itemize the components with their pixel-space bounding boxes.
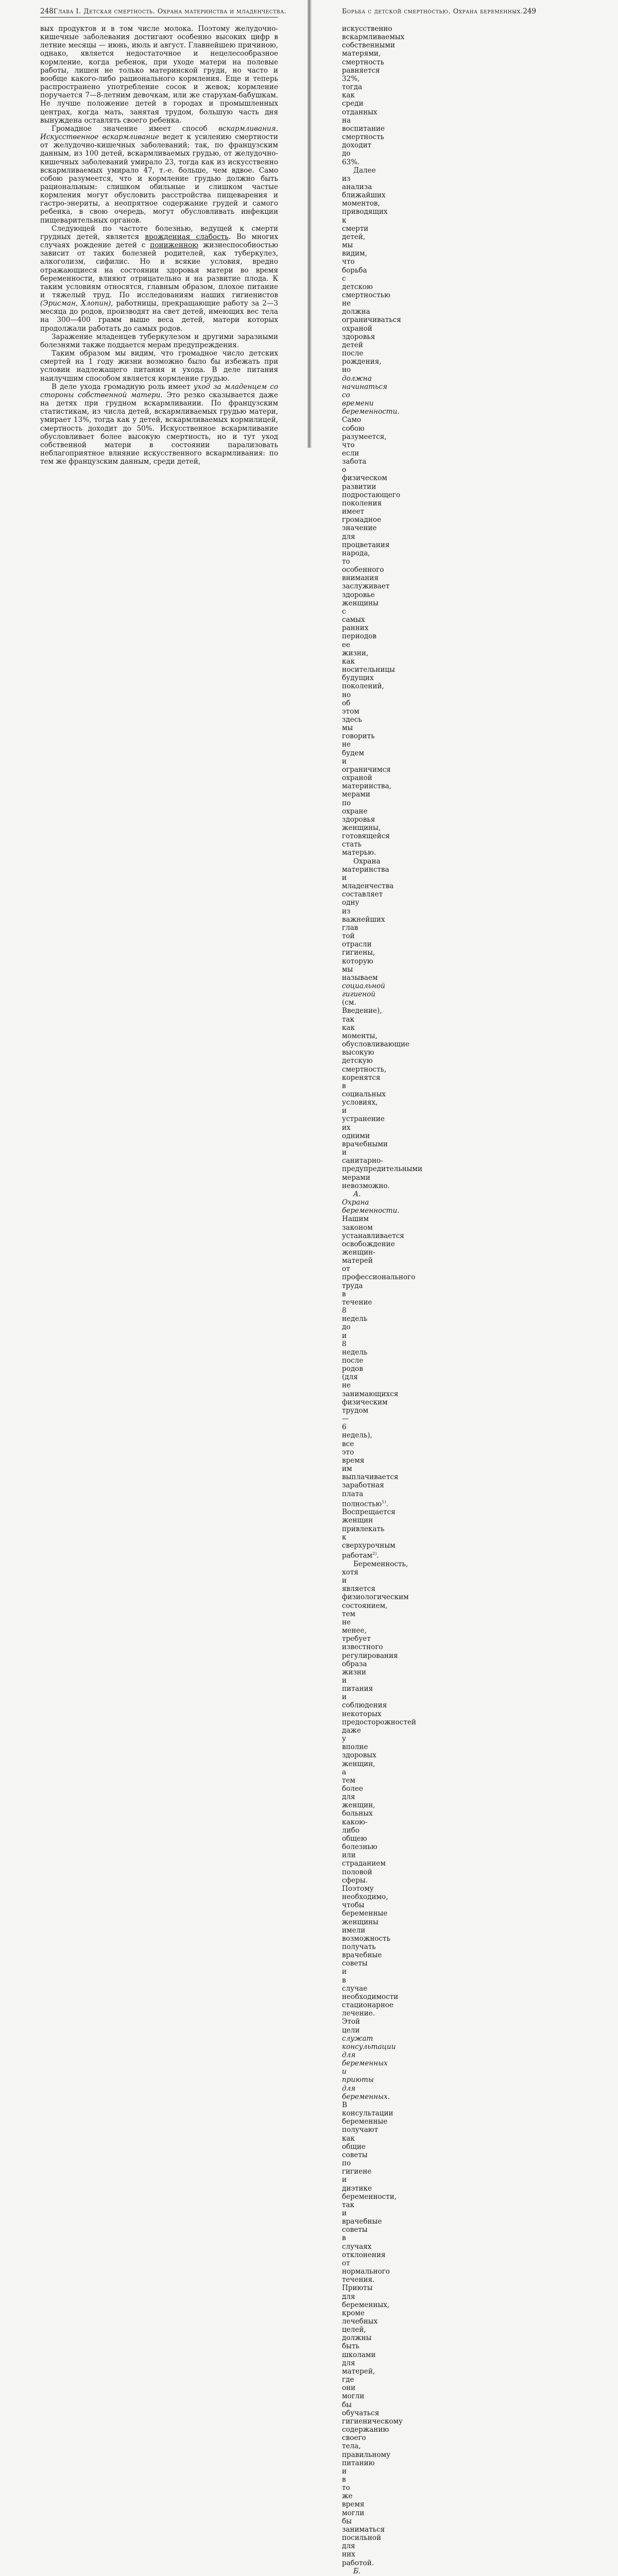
emphasis-text: должна начинаться со времени беременности xyxy=(342,374,398,416)
paragraph-text: Громадное значение имеет способ xyxy=(52,124,219,133)
paragraph-text: Следующей по частоте болезнью, ведущей к смерти грудных детей, является xyxy=(40,224,278,241)
paragraph-text: искусственно вскармливаемых собственными матерями, смертность равняется 32%, тогда как среди отданных на воспитание смертность доходит до 63%. xyxy=(342,25,405,166)
emphasis-text: уход за младенцем со стороны собственной матери xyxy=(40,382,278,399)
paragraph-text: . Воспрещается женщин привлекать к сверхурочным работам xyxy=(342,1500,396,1560)
emphasis-text: (Эрисман, Хлопин) xyxy=(40,299,111,308)
emphasis-text: служат консультации для беременных и приюты для беременных xyxy=(342,2034,396,2101)
paragraph-text: ведет к усилению смертности от желудочно-кишечных заболеваний; так, по французским данным, из 100 детей, вскармливаемых грудью, от желудочно-кишечных заболеваний умирало 23, тогда как из искусственно вскармливаемых умирало 47, т.-е. больше, чем вдвое. Само собою разумеется, что и кормление грудью должно быть рациональным: слишком обильные и слишком частые кормления могут обусловить расстройства пищеварения и гастро-энериты, а неопрятное содержание грудей и самого ребенка, в свою очередь, могут обусловливать инфекции пищеварительных органов. xyxy=(40,133,278,225)
paragraph-text: В деле ухода громадную роль имеет xyxy=(52,382,194,391)
paragraph-text: вых продуктов и в том числе молока. Поэтому желудочно-кишечные заболевания достигают особенно высоких цифр в летние месяцы — июнь, июль и август. Главнейшею причиною, однако, является недостаточное и нецелесообразное кормление, когда ребенок, при уходе матери на полевые работы, лишен не только материнской груди, но часто и вообще какого-либо рационального кормления. Еще и теперь распространено употребление сосок и жевок; кормление поручается 7—8-летним девочкам, или же старухам-бабушкам. Не лучше положение детей в городах и промышленных центрах, когда мать, занятая трудом, большую часть дня вынуждена оставлять своего ребенка. xyxy=(40,25,278,125)
paragraph-text: врожденная слабость xyxy=(145,232,229,241)
right-running-title: Борьба с детской смертностью. Охрана беременных. xyxy=(342,7,523,15)
emphasis-text: социальной гигиеной xyxy=(342,981,385,999)
footnote-ref: 1) xyxy=(382,1499,386,1504)
paragraph-text: Заражение младенцев туберкулезом и другими заразными болезнями также поддается мерам предупреждения. xyxy=(40,332,278,349)
emphasis-text: А. Охрана беременности. xyxy=(342,1190,400,1215)
paragraph-text: . Во многих случаях рождение детей с xyxy=(40,232,278,250)
paragraph-text: . Само собою разумеется, что если забота о физическом развитии подростающего поколения имеет громадное значение для процветания народа, то особенного внимания заслуживает здоровье женщины с самых ранних периодов ее жизни, как носительницы будущих поколений, но об этом здесь мы говорить не будем и ограничимся охраной материнства, мерами по охране здоровья женщины, готовящейся стать матерью. xyxy=(342,408,401,857)
paragraph-text: Нашим законом устанавливается освобождение женщин-матерей от профессионального труда в течение 8 недель до и 8 недель после родов (для не занимающихся физическим трудом — 6 недель), все это время им выплачивается заработная плата полностью xyxy=(342,1215,416,1509)
paragraph-text: . В консультации беременные получают как общие советы по гигиене и диэтике беременности, так и врачебные советы в случаях отклонения от нормального течения. Приюты для беременных, кроме лечебных целей, должны быть школами для матерей, где они могли бы обучаться гигиеническому содержанию своего тела, правильному питанию и в то же время могли бы заниматься посильной для них работой. xyxy=(342,2092,403,2567)
emphasis-text: Б. xyxy=(353,2567,361,2575)
paragraph-text: Таким образом мы видим, что громадное число детских смертей на 1 году жизни возможно было бы избежать при условии надлежащего питания и ухода. В деле питания наилучшим способом является кормление грудью. xyxy=(40,349,278,383)
paragraph-text: жизнеспособностью зависит от таких болезней родителей, как туберкулез, алкоголизм, сифилис. Но и всякие условия, вредно отражающиеся на состоянии здоровья матери во время беременности, влияют отрицательно и на развитие плода. К таким условиям относятся, главным образом, плохое питание и тяжелый труд. По исследованиям наших гигиенистов xyxy=(40,241,278,299)
paragraph-text: пониженною xyxy=(150,241,199,250)
left-page-number: 248 xyxy=(40,7,54,15)
paragraph-text: , работницы, прекращающие работу за 2—3 месяца до родов, производят на свет детей, имеющих вес тела на 300—400 грамм выше веса детей, матери которых продолжали работать до самых родов. xyxy=(40,299,278,333)
paragraph-text: . xyxy=(376,1551,379,1560)
paragraph-text: Охрана материнства и младенчества составляет одну из важнейших глав той отрасли гигиены, которую мы называем xyxy=(342,857,394,982)
paragraph-text: Далее из анализа ближайших моментов, приводящих к смерти детей, мы видим, что борьба с детскою смертностью не должна ограничиваться охраной здоровья детей после рождения, но xyxy=(342,166,401,375)
emphasis-text: вскармливания. Искусственное вскармливание xyxy=(40,124,278,142)
paragraph-text: (см. Введение), так как моменты, обусловливающие высокую детскую смертность, коренятся в социальных условиях, и устранение их одними врачебными и санитарно-предупредительными мерами невозможно. xyxy=(342,998,422,1190)
paragraph-text: Беременность, хотя и является физиологическим состоянием, тем не менее, требует известного регулирования образа жизни и питания и соблюдения некоторых предосторожностей даже у вполне здоровых женщин, а тем более для женщин, больных какою-либо общею болезнью или страданием половой сферы. Поэтому необходимо, чтобы беременные женщины имели возможность получать врачебные советы и в случае необходимости стационарное лечение. Этой цели xyxy=(342,1560,417,2035)
paragraph-text: . Это резко сказывается даже на детях при грудном вскармливании. По французским статистикам, из числа детей, вскармливаемых грудью матери, умирает 13%, тогда как у детей, вскармливаемых кормилицей, смертность доходит до 50%. Искусственное вскармливание обусловливает более высокую смертность, но и тут уход собственной матери в состоянии парализовать неблагоприятное влияние искусственного вскармливания: по тем же французским данным, среди детей, xyxy=(40,391,278,466)
right-page-number: 249 xyxy=(523,7,537,15)
left-running-title: Глава I. Детская смертность. Охрана материнства и младенчества. xyxy=(53,7,287,15)
footnote-ref: 2) xyxy=(372,1551,377,1556)
